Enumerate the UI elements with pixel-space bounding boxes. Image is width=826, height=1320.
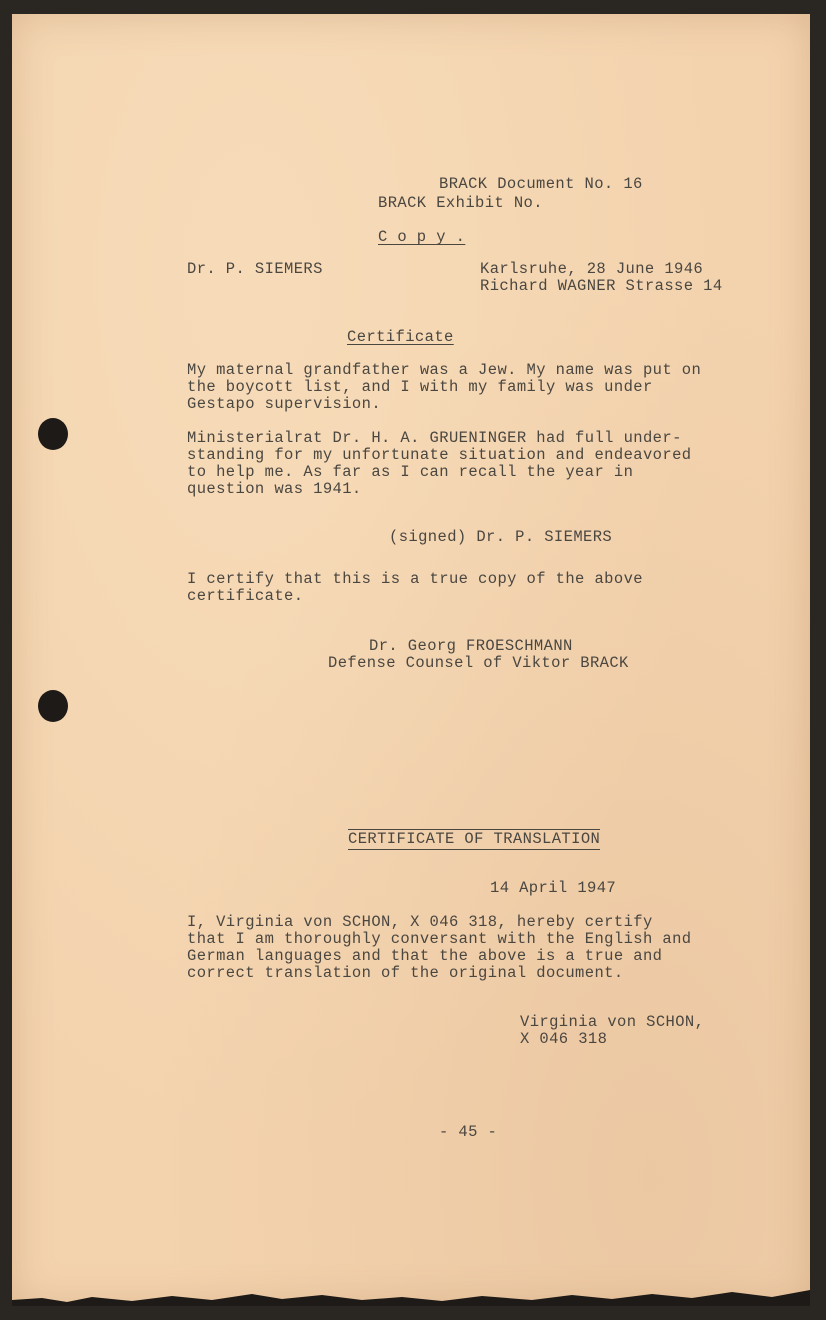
torn-bottom-edge: [12, 1288, 810, 1306]
certificate-paragraph-1: My maternal grandfather was a Jew. My name was put on the boycott list, and I with my family was under Gestapo supervision.: [187, 361, 702, 413]
certificate-heading: Certificate: [347, 328, 454, 346]
translator-id: X 046 318: [520, 1030, 608, 1048]
punch-hole-top: [38, 418, 68, 450]
sender-name: Dr. P. SIEMERS: [187, 260, 323, 278]
place-date: Karlsruhe, 28 June 1946: [480, 260, 704, 278]
counsel-title: Defense Counsel of Viktor BRACK: [328, 654, 629, 672]
translation-heading: CERTIFICATE OF TRANSLATION: [348, 830, 601, 848]
page-number: - 45 -: [439, 1123, 498, 1141]
certificate-paragraph-2: Ministerialrat Dr. H. A. GRUENINGER had full under- standing for my unfortunate situation and endeavored to help me. As far as I can recall the year in question was 1941.: [187, 429, 692, 498]
signature-line: (signed) Dr. P. SIEMERS: [389, 528, 613, 546]
document-number: BRACK Document No. 16: [439, 175, 643, 193]
exhibit-number: BRACK Exhibit No.: [378, 194, 543, 212]
street-address: Richard WAGNER Strasse 14: [480, 277, 723, 295]
translation-statement: I, Virginia von SCHON, X 046 318, hereby certify that I am thoroughly conversant with the English and German languages and that the above is a true and correct translation of the original document.: [187, 913, 692, 982]
punch-hole-bottom: [38, 690, 68, 722]
translation-date: 14 April 1947: [490, 879, 617, 897]
document-page: [12, 14, 810, 1306]
translator-name: Virginia von SCHON,: [520, 1013, 705, 1031]
copy-heading: C o p y .: [378, 228, 466, 246]
certify-statement: I certify that this is a true copy of the above certificate.: [187, 570, 643, 605]
counsel-name: Dr. Georg FROESCHMANN: [369, 637, 573, 655]
